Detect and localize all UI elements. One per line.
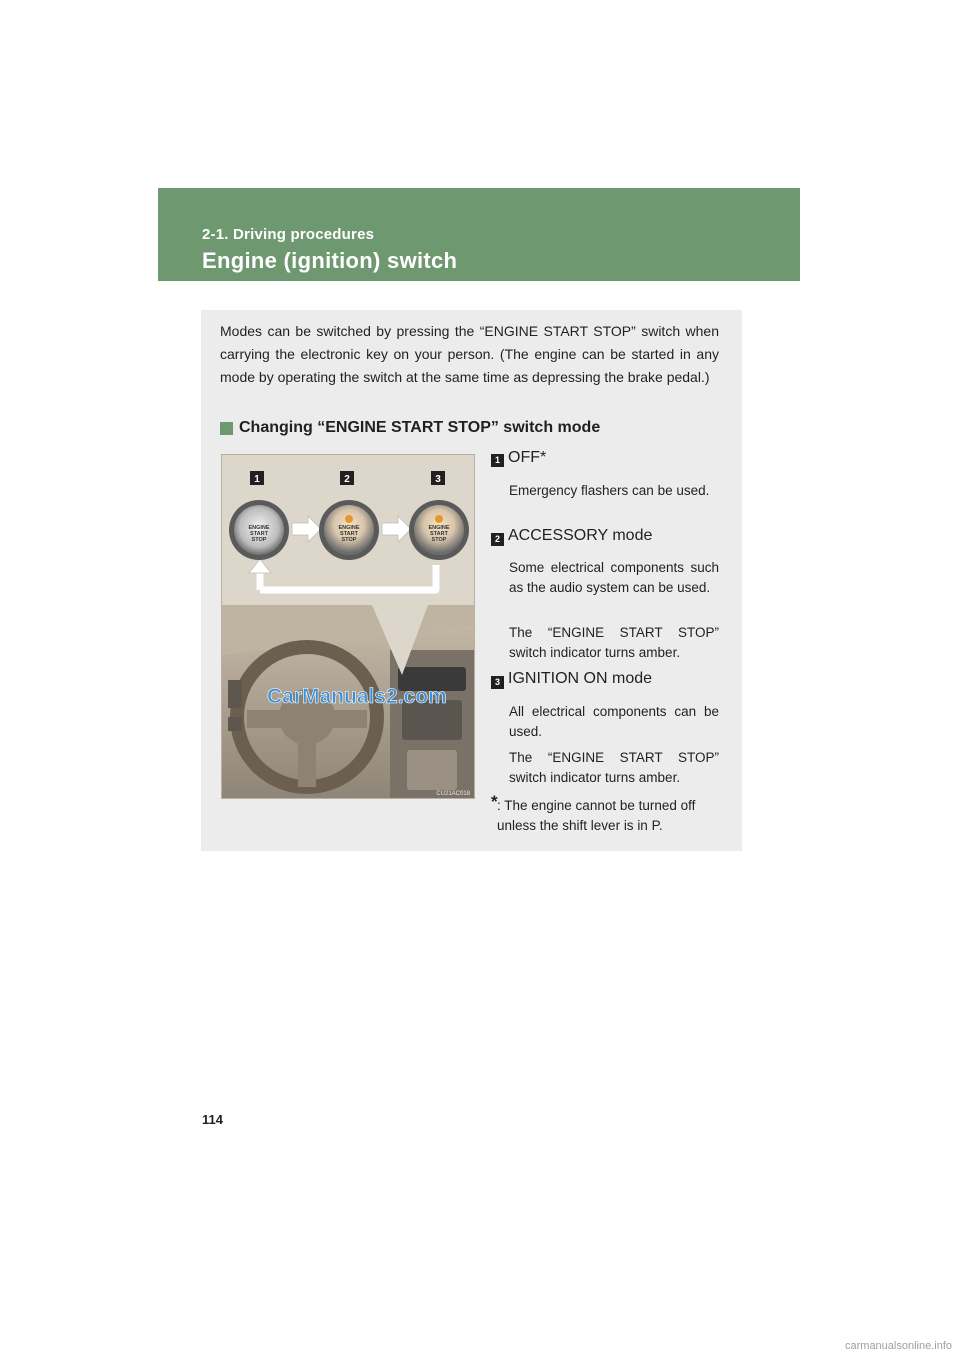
button1-text-3: STOP [251, 537, 267, 543]
intro-paragraph: Modes can be switched by pressing the “ENGINE START STOP” switch when carrying the electronic key on your person. (The engine can be started in any mode by operating the switch at the same time as depressing the brake pedal.) [220, 323, 719, 385]
button3-text-2: START [430, 531, 448, 537]
mode-number-1: 1 [491, 454, 504, 467]
section-label: 2-1. Driving procedures [202, 226, 375, 243]
mode-2-text-2: The “ENGINE START STOP” switch indicator turns amber. [509, 625, 719, 660]
image-code: CU21AC018 [436, 791, 470, 797]
mode-3-text-1: All electrical components can be used. [509, 704, 719, 739]
button2-text-3: STOP [341, 537, 357, 543]
page-number: 114 [202, 1112, 223, 1127]
square-bullet-icon [220, 422, 233, 435]
subheading [220, 419, 600, 437]
mode-number-3: 3 [491, 676, 504, 689]
subheading-text: Changing “ENGINE START STOP” switch mode [239, 419, 601, 436]
button3-text-3: STOP [431, 537, 447, 543]
callout-3: 3 [435, 474, 441, 485]
button2-text-1: ENGINE [338, 525, 360, 531]
page-title: Engine (ignition) switch [202, 248, 458, 273]
mode-title-ignition-on: IGNITION ON mode [508, 670, 653, 687]
switch-mode-illustration [221, 454, 475, 799]
mode-title-accessory: ACCESSORY mode [508, 527, 653, 544]
mode-title-off: OFF* [508, 449, 547, 466]
footnote-text: : The engine cannot be turned off unless the shift lever is in P. [497, 798, 696, 833]
button2-text-2: START [340, 531, 358, 537]
button3-text-1: ENGINE [428, 525, 450, 531]
callout-2: 2 [344, 474, 350, 485]
footnote-mark: * [491, 792, 498, 811]
button1-text-1: ENGINE [248, 525, 270, 531]
illustration-watermark: CarManuals2.com [267, 685, 447, 708]
mode-number-2: 2 [491, 533, 504, 546]
button1-text-2: START [250, 531, 268, 537]
site-watermark: carmanualsonline.info [845, 1340, 953, 1352]
mode-2-text-1: Some electrical components such as the audio system can be used. [509, 560, 719, 595]
mode-1-text-1: Emergency flashers can be used. [509, 483, 710, 498]
switch-illustration-svg [222, 455, 475, 799]
mode-3-text-2: The “ENGINE START STOP” switch indicator turns amber. [509, 750, 719, 785]
callout-1: 1 [254, 474, 260, 485]
